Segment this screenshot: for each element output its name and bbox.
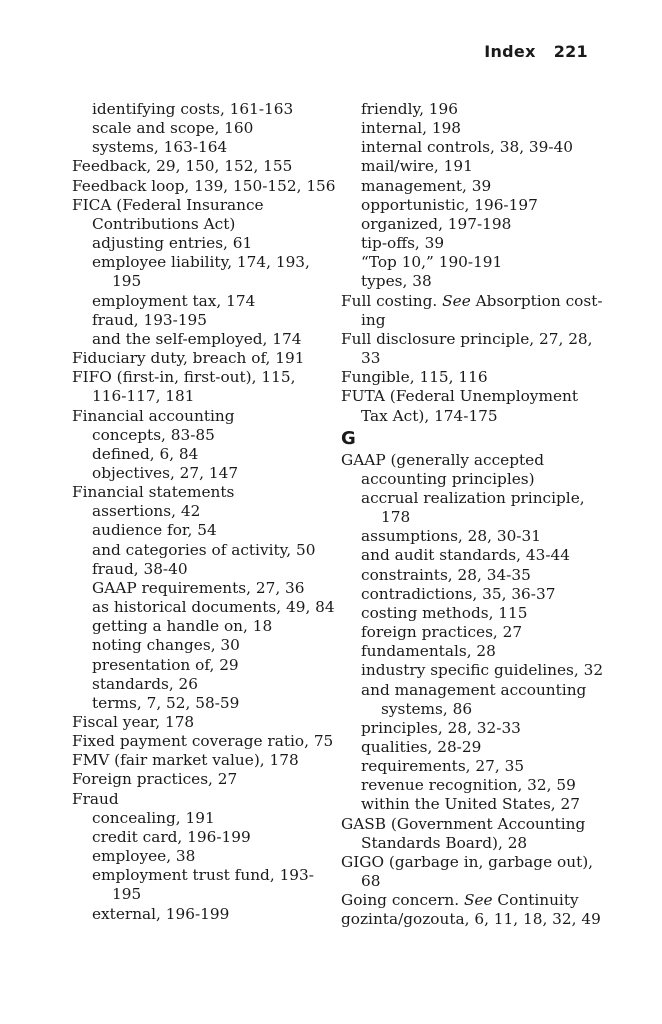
entry-text: Fiscal year, 178: [72, 713, 195, 731]
entry-text: adjusting entries, 61: [92, 234, 253, 253]
index-subentry: [341, 272, 603, 291]
entry-text: internal, 198: [361, 119, 462, 138]
see-reference: See: [442, 291, 471, 310]
index-entry-continuation: [341, 700, 603, 719]
entry-text: fraud, 193-195: [92, 310, 208, 329]
entry-text: accounting principles): [361, 469, 535, 488]
index-subentry: [341, 527, 603, 546]
index-subentry: [341, 681, 603, 700]
entry-text: standards, 26: [92, 674, 199, 693]
index-subentry: [341, 119, 603, 138]
entry-text: employment trust fund, 193-: [92, 866, 314, 885]
index-entry: [72, 368, 332, 387]
entry-text: 68: [361, 872, 381, 891]
entry-text: 178: [381, 508, 411, 527]
index-entry: [341, 292, 603, 311]
entry-text: opportunistic, 196-197: [361, 195, 538, 214]
entry-text: 195: [112, 272, 142, 291]
index-entry-continuation: [341, 470, 603, 489]
index-subentry: [341, 546, 603, 565]
entry-text: GIGO (garbage in, garbage out),: [341, 852, 594, 871]
entry-text: foreign practices, 27: [361, 623, 523, 642]
index-subentry: [72, 541, 332, 560]
entry-text: revenue recognition, 32, 59: [361, 776, 576, 795]
index-entry: [72, 407, 332, 426]
entry-text: Fungible, 115, 116: [341, 368, 488, 387]
index-subentry: [72, 311, 332, 330]
entry-text: credit card, 196-199: [92, 827, 251, 846]
index-subentry: [72, 119, 332, 138]
entry-text: Fiduciary duty, breach of, 191: [72, 349, 305, 368]
entry-text: Foreign practices, 27: [72, 770, 238, 789]
index-subentry: [341, 196, 603, 215]
entry-text: mail/wire, 191: [361, 157, 473, 176]
entry-text: ing: [361, 310, 386, 329]
index-entry: [341, 330, 603, 349]
entry-text: external, 196-199: [92, 904, 230, 923]
index-column-right: [341, 100, 603, 930]
index-subentry: [72, 464, 332, 483]
entry-text: contradictions, 35, 36-37: [361, 584, 556, 603]
entry-text: noting changes, 30: [92, 636, 240, 655]
entry-text: G: [341, 427, 356, 449]
see-target: Absorption cost-: [470, 291, 603, 310]
index-subentry: [72, 426, 332, 445]
entry-text: defined, 6, 84: [92, 444, 199, 463]
index-subentry: [341, 642, 603, 661]
entry-text: types, 38: [361, 272, 432, 291]
index-subentry: [341, 623, 603, 642]
entry-text: and categories of activity, 50: [92, 540, 316, 559]
entry-text: 116-117, 181: [92, 387, 195, 406]
index-entry-continuation: [72, 387, 332, 406]
entry-text: Full costing.: [341, 291, 443, 310]
entry-text: principles, 28, 32-33: [361, 718, 521, 737]
index-column-left: [72, 100, 336, 924]
index-entry: [72, 176, 336, 196]
index-entry: [341, 451, 603, 470]
index-subentry: [72, 866, 332, 885]
entry-text: “Top 10,” 190-191: [361, 253, 503, 272]
index-subentry: [72, 560, 332, 579]
entry-text: as historical documents, 49, 84: [92, 598, 335, 617]
entry-text: gozinta/gozouta, 6, 11, 18, 32, 49: [341, 910, 601, 929]
entry-text: FICA (Federal Insurance: [72, 195, 264, 214]
entry-text: and management accounting: [361, 680, 587, 699]
index-entry-continuation: [341, 872, 603, 891]
index-entry: [341, 910, 603, 929]
entry-text: employee, 38: [92, 847, 196, 866]
entry-text: concepts, 83-85: [92, 425, 215, 444]
index-subentry: [341, 489, 603, 508]
entry-text: terms, 7, 52, 58-59: [92, 693, 240, 712]
entry-text: constraints, 28, 34-35: [361, 565, 531, 584]
entry-text: Contributions Act): [92, 214, 236, 233]
index-subentry: [72, 598, 335, 617]
index-subentry: [72, 636, 332, 655]
entry-text: getting a handle on, 18: [92, 617, 273, 636]
entry-text: industry specific guidelines, 32: [361, 661, 604, 680]
entry-text: fraud, 38-40: [92, 559, 188, 578]
index-subentry: [341, 585, 603, 604]
entry-text: qualities, 28-29: [361, 738, 482, 756]
index-entry: [341, 387, 603, 406]
index-subentry: [341, 757, 603, 776]
index-subentry: [72, 694, 332, 713]
entry-text: organized, 197-198: [361, 214, 512, 233]
entry-text: systems, 163-164: [92, 138, 228, 157]
index-subentry: [341, 138, 603, 157]
index-entry-continuation: [72, 885, 332, 904]
index-entry-continuation: [341, 834, 603, 853]
entry-text: GAAP (generally accepted: [341, 450, 544, 469]
index-subentry: [341, 795, 603, 814]
entry-text: identifying costs, 161-163: [92, 100, 294, 118]
index-entry-continuation: [72, 215, 332, 234]
entry-text: Tax Act), 174-175: [361, 406, 498, 425]
entry-text: and the self-employed, 174: [92, 329, 302, 348]
entry-text: Standards Board), 28: [361, 833, 528, 852]
index-subentry: [341, 566, 603, 585]
see-target: Continuity: [492, 891, 579, 910]
entry-text: Feedback loop, 139, 150-152, 156: [72, 176, 336, 195]
index-subentry: [341, 100, 603, 119]
index-subentry: [72, 292, 332, 311]
entry-text: costing methods, 115: [361, 603, 528, 622]
entry-text: tip-offs, 39: [361, 234, 445, 253]
index-entry-continuation: [341, 311, 603, 330]
entry-text: FUTA (Federal Unemployment: [341, 387, 579, 406]
see-reference: See: [463, 891, 493, 910]
index-subentry: [72, 675, 332, 694]
index-subentry: [72, 828, 332, 847]
entry-text: audience for, 54: [92, 521, 217, 540]
index-entry: [72, 483, 332, 502]
index-subentry: [72, 138, 332, 157]
index-subentry: [72, 809, 332, 828]
index-entry: [72, 157, 332, 176]
entry-text: assertions, 42: [92, 502, 201, 521]
entry-text: objectives, 27, 147: [92, 463, 239, 482]
entry-text: 195: [112, 885, 142, 904]
index-subentry: [72, 445, 332, 464]
index-subentry: [72, 234, 332, 253]
entry-text: Full disclosure principle, 27, 28,: [341, 329, 593, 348]
entry-text: employee liability, 174, 193,: [92, 253, 310, 272]
page-number: 221: [553, 42, 588, 61]
index-subentry: [341, 177, 603, 196]
entry-text: employment tax, 174: [92, 291, 256, 310]
index-entry: [341, 815, 603, 834]
index-subentry: [72, 100, 332, 119]
index-subentry: [72, 847, 332, 866]
running-header: [484, 42, 588, 61]
index-entry-continuation: [341, 508, 603, 527]
index-subentry: [341, 719, 603, 738]
index-subentry: [72, 253, 332, 272]
index-subentry: [72, 330, 332, 349]
entry-text: presentation of, 29: [92, 655, 239, 674]
entry-text: internal controls, 38, 39-40: [361, 138, 574, 157]
entry-text: assumptions, 28, 30-31: [361, 527, 541, 546]
index-entry-continuation: [72, 272, 332, 291]
entry-text: within the United States, 27: [361, 795, 580, 814]
index-subentry: [341, 234, 603, 253]
entry-text: GAAP requirements, 27, 36: [92, 578, 305, 597]
header-title: Index: [484, 42, 536, 61]
entry-text: Feedback, 29, 150, 152, 155: [72, 157, 293, 176]
index-subentry: [341, 157, 603, 176]
entry-text: and audit standards, 43-44: [361, 546, 570, 565]
entry-text: FIFO (first-in, first-out), 115,: [72, 368, 296, 387]
index-entry-continuation: [341, 349, 603, 368]
entry-text: 33: [361, 349, 381, 368]
index-entry: [72, 349, 332, 368]
index-subentry: [341, 215, 603, 234]
index-entry: [341, 368, 603, 387]
entry-text: fundamentals, 28: [361, 642, 496, 661]
index-subentry: [341, 738, 603, 757]
entry-text: concealing, 191: [92, 808, 215, 827]
entry-text: Fixed payment coverage ratio, 75: [72, 732, 334, 751]
index-entry: [72, 790, 332, 809]
index-subentry: [341, 604, 603, 623]
entry-text: Going concern.: [341, 891, 464, 910]
entry-text: accrual realization principle,: [361, 488, 585, 507]
index-entry: [341, 891, 603, 910]
entry-text: Fraud: [72, 789, 119, 808]
section-letter-heading: [341, 426, 603, 451]
index-entry: [72, 732, 332, 751]
entry-text: requirements, 27, 35: [361, 757, 525, 776]
index-subentry: [341, 253, 603, 272]
index-subentry: [341, 776, 603, 795]
index-subentry: [72, 656, 332, 675]
index-subentry: [72, 617, 332, 636]
entry-text: FMV (fair market value), 178: [72, 751, 299, 770]
index-entry-continuation: [341, 407, 603, 426]
index-subentry: [341, 661, 603, 680]
index-subentry: [72, 521, 332, 540]
entry-text: Financial statements: [72, 483, 235, 502]
entry-text: Financial accounting: [72, 406, 235, 425]
entry-text: management, 39: [361, 176, 492, 195]
index-entry: [72, 196, 332, 215]
entry-text: GASB (Government Accounting: [341, 814, 586, 833]
index-entry: [72, 751, 332, 770]
entry-text: scale and scope, 160: [92, 119, 254, 138]
index-subentry: [72, 905, 332, 924]
entry-text: friendly, 196: [361, 100, 458, 118]
index-subentry: [72, 502, 332, 521]
index-entry: [72, 770, 332, 789]
index-entry: [341, 853, 603, 872]
entry-text: systems, 86: [381, 699, 473, 718]
index-subentry: [72, 579, 332, 598]
index-entry: [72, 713, 332, 732]
